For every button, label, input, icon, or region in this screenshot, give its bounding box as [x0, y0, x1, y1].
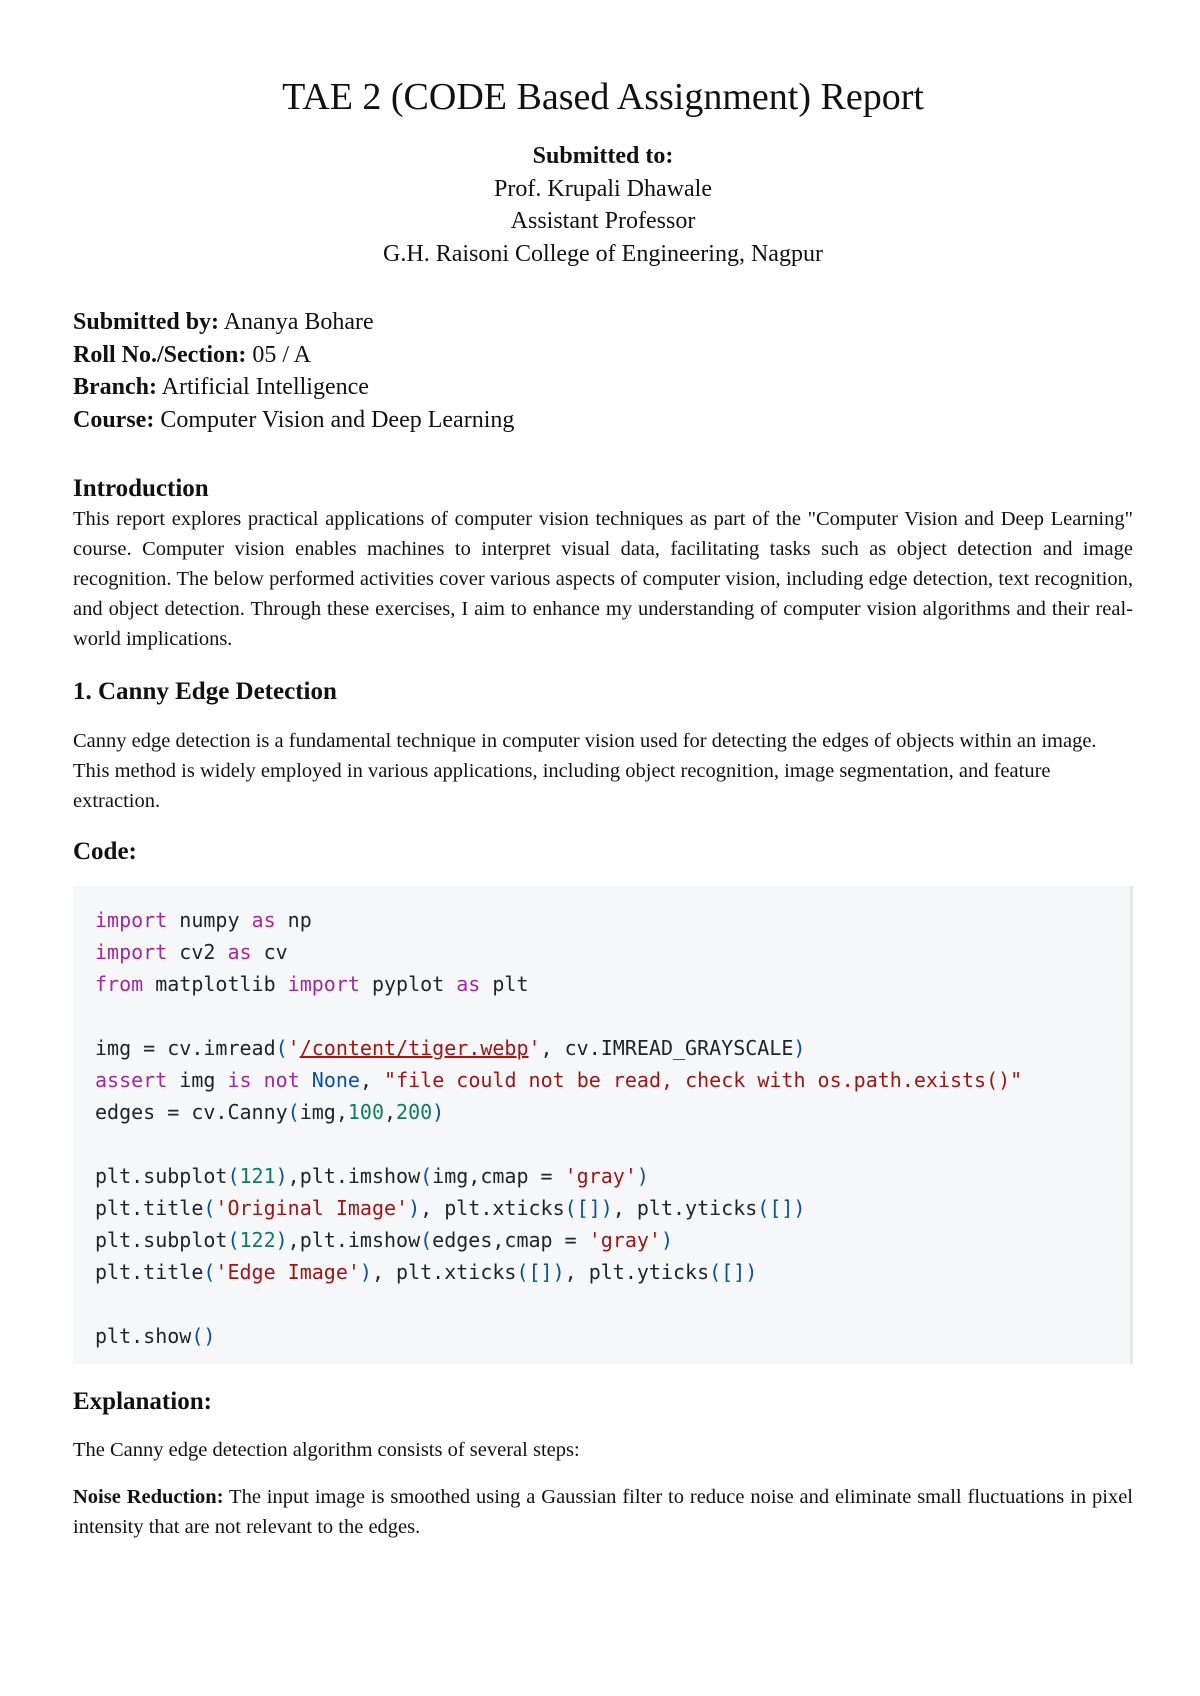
code-token: import — [95, 940, 168, 964]
code-token: 'Original Image' — [215, 1196, 409, 1220]
submitted-by-value: Ananya Bohare — [219, 309, 374, 335]
code-token: ([]) — [709, 1260, 758, 1284]
branch-label: Branch: — [73, 374, 157, 400]
code-blank-line — [95, 1288, 1130, 1320]
branch-row — [73, 371, 1133, 404]
submitted-by-label: Submitted by: — [73, 309, 220, 335]
code-token: img — [167, 1068, 228, 1092]
code-token: not — [263, 1068, 300, 1092]
submitted-by-row — [73, 306, 1133, 339]
roll-row — [73, 339, 1133, 372]
code-token: plt.show — [95, 1324, 192, 1348]
code-token: plt — [480, 972, 529, 996]
code-blank-line — [95, 1000, 1130, 1032]
code-token: 122 — [239, 1228, 276, 1252]
code-line — [95, 1160, 1130, 1192]
code-token: 200 — [396, 1100, 433, 1124]
code-token: /content/tiger.webp — [299, 1036, 529, 1060]
code-token: import — [95, 908, 168, 932]
code-token: ([]) — [757, 1196, 806, 1220]
code-heading: Code: — [73, 838, 137, 865]
code-token: ( — [203, 1260, 216, 1284]
code-line — [95, 936, 1130, 968]
code-line — [95, 1320, 1130, 1352]
code-token: import — [287, 972, 360, 996]
code-token: ) — [636, 1164, 649, 1188]
code-token: ) — [793, 1036, 806, 1060]
code-token: ) — [432, 1100, 445, 1124]
noise-reduction-label: Noise Reduction: — [73, 1486, 224, 1508]
code-token: edges,cmap = — [432, 1228, 589, 1252]
code-token: plt.title — [95, 1196, 204, 1220]
code-token: ) — [660, 1228, 674, 1252]
code-token: ([]) — [564, 1196, 613, 1220]
code-token: as — [251, 908, 276, 932]
code-token: numpy — [167, 908, 252, 932]
explanation-heading: Explanation: — [73, 1388, 212, 1415]
code-token: matplotlib — [143, 972, 288, 996]
submitted-to-block — [73, 140, 1133, 270]
branch-value: Artificial Intelligence — [157, 374, 369, 400]
code-token: , plt.xticks — [420, 1196, 565, 1220]
code-token: plt.subplot — [95, 1228, 228, 1252]
code-token: , plt.yticks — [612, 1196, 758, 1220]
code-token: , — [359, 1068, 385, 1092]
code-line — [95, 1224, 1130, 1256]
code-token: ( — [287, 1100, 300, 1124]
code-token: img = cv.imread — [95, 1036, 276, 1060]
course-value: Computer Vision and Deep Learning — [154, 406, 515, 433]
student-details — [73, 306, 1133, 436]
submitted-to-label: Submitted to: — [532, 143, 674, 169]
code-token: cv — [251, 940, 288, 964]
code-token: () — [191, 1324, 216, 1348]
code-token: 'gray' — [564, 1164, 637, 1188]
code-token: ) — [275, 1164, 288, 1188]
code-token: , cv.IMREAD_GRAYSCALE — [540, 1036, 794, 1060]
code-token: 'gray' — [588, 1228, 661, 1252]
code-block — [73, 886, 1133, 1364]
professor-name: Prof. Krupali Dhawale — [494, 175, 712, 202]
noise-reduction-paragraph — [73, 1482, 1133, 1542]
code-token: , — [384, 1100, 397, 1124]
code-line — [95, 1032, 1130, 1064]
code-line — [95, 1256, 1130, 1288]
institution-name: G.H. Raisoni College of Engineering, Nagpur — [383, 240, 823, 267]
code-token: ) — [408, 1196, 421, 1220]
introduction-heading: Introduction — [73, 475, 209, 502]
course-row — [73, 404, 1133, 437]
code-token: ' — [528, 1036, 541, 1060]
professor-designation: Assistant Professor — [510, 208, 696, 234]
code-token: as — [227, 940, 252, 964]
code-token: ( — [227, 1228, 240, 1252]
code-token: img, — [299, 1100, 348, 1124]
code-token: ) — [359, 1260, 372, 1284]
code-token: 'Edge Image' — [215, 1260, 360, 1284]
code-token: , plt.yticks — [564, 1260, 710, 1284]
code-token — [252, 1068, 264, 1092]
code-token — [300, 1068, 312, 1092]
code-token: ( — [275, 1036, 288, 1060]
report-title: TAE 2 (CODE Based Assignment) Report — [282, 76, 924, 118]
code-token: is — [227, 1068, 252, 1092]
code-line — [95, 1064, 1130, 1096]
code-token: ([]) — [516, 1260, 565, 1284]
code-token: ,plt.imshow — [287, 1164, 421, 1188]
code-token: img,cmap = — [432, 1164, 565, 1188]
code-token: ( — [420, 1164, 433, 1188]
code-token: ( — [420, 1228, 433, 1252]
code-blank-line — [95, 1128, 1130, 1160]
explanation-intro: The Canny edge detection algorithm consists of several steps: — [73, 1439, 580, 1461]
code-line — [95, 1096, 1130, 1128]
introduction-text: This report explores practical applications of computer vision techniques as part of the "Computer Vision and Deep Learning" course. Computer vision enables machines to interpret visual data, facilitating tasks such as object detection and image recognition. The below performed activities cover various aspects of computer vision, including edge detection, text recognition, and object detection. Through these exercises, I aim to enhance my understanding of computer vision algorithms and their real-world implications. — [73, 508, 1133, 650]
code-token: plt.title — [95, 1260, 204, 1284]
section-canny-heading: 1. Canny Edge Detection — [73, 678, 337, 705]
roll-value: 05 / A — [246, 341, 312, 368]
code-token: ,plt.imshow — [287, 1228, 421, 1252]
code-token: None — [311, 1068, 360, 1092]
code-token: as — [456, 972, 481, 996]
code-token: 100 — [347, 1100, 384, 1124]
code-token: ' — [287, 1036, 300, 1060]
code-token: ( — [227, 1164, 240, 1188]
code-line — [95, 968, 1130, 1000]
code-token: "file could not be read, check with os.path.exists()" — [384, 1068, 1023, 1092]
section-canny-text: Canny edge detection is a fundamental technique in computer vision used for detecting the edges of objects within an image. This method is widely employed in various applications, including object recognition, image segmentation, and feature extraction. — [73, 730, 1097, 812]
code-token: edges = cv.Canny — [95, 1100, 288, 1124]
roll-label: Roll No./Section: — [73, 341, 247, 368]
code-token: from — [95, 972, 144, 996]
code-token: 121 — [239, 1164, 276, 1188]
code-token: ( — [203, 1196, 216, 1220]
code-token: ) — [275, 1228, 288, 1252]
noise-reduction-text: The input image is smoothed using a Gaussian filter to reduce noise and eliminate small fluctuations in pixel intensity that are not relevant to the edges. — [73, 1486, 1134, 1538]
code-token: assert — [95, 1068, 168, 1092]
code-line — [95, 1192, 1130, 1224]
code-token: plt.subplot — [95, 1164, 228, 1188]
code-token: pyplot — [359, 972, 457, 996]
code-token: np — [275, 908, 312, 932]
course-label: Course: — [73, 406, 155, 433]
code-line — [95, 904, 1130, 936]
code-token: , plt.xticks — [371, 1260, 517, 1284]
code-token: cv2 — [167, 940, 228, 964]
